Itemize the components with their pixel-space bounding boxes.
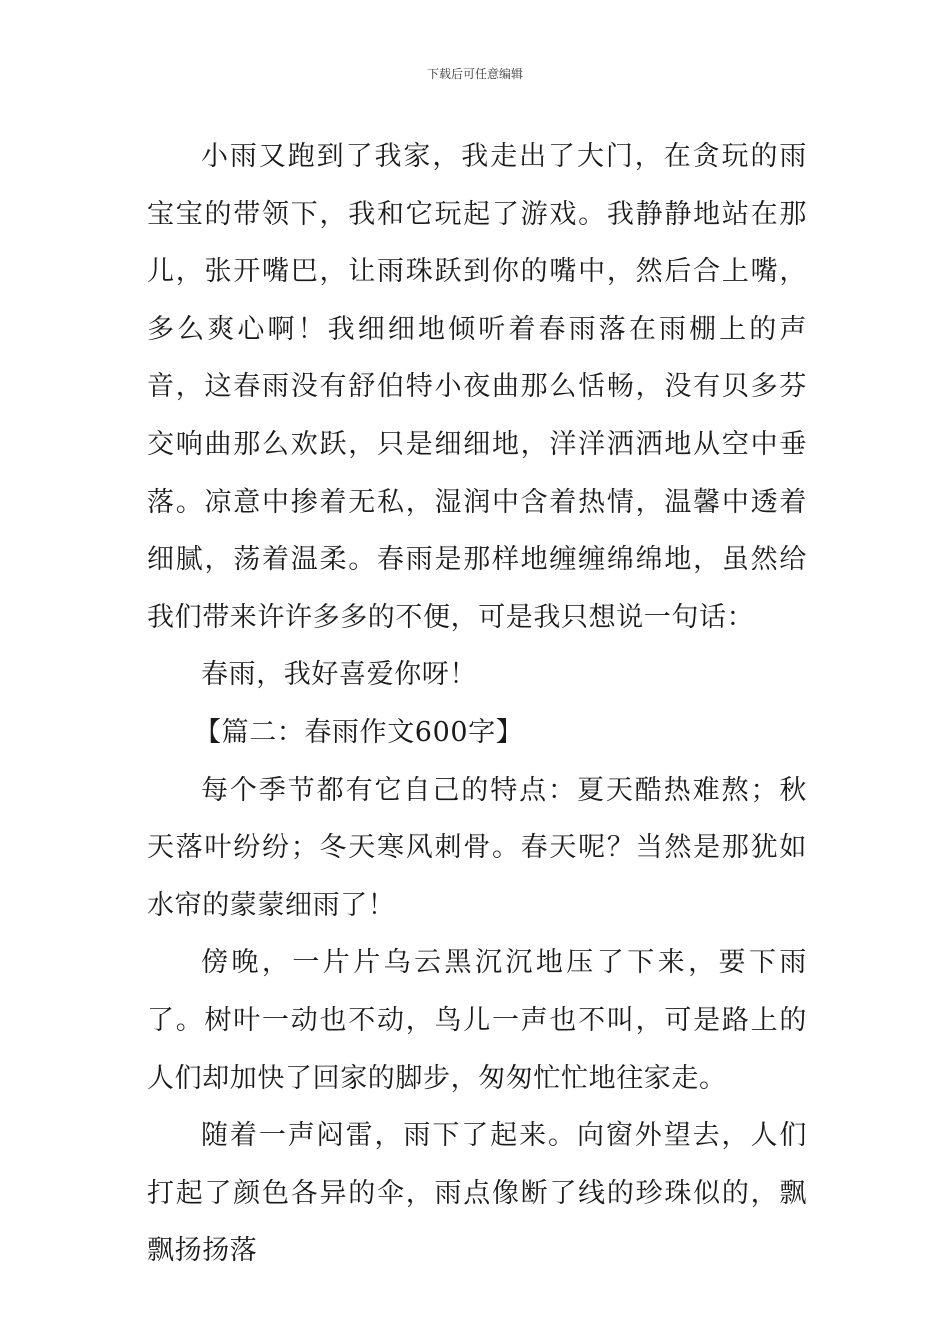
paragraph: 小雨又跑到了我家，我走出了大门，在贪玩的雨宝宝的带领下，我和它玩起了游戏。我静静地站在那儿，张开嘴巴，让雨珠跃到你的嘴中，然后合上嘴，多么爽心啊！我细细地倾听着春雨落在雨棚上的声音，这春雨没有舒伯特小夜曲那么恬畅，没有贝多芬交响曲那么欢跃，只是细细地，洋洋洒洒地从空中垂落。凉意中掺着无私，湿润中含着热情，温馨中透着细腻，荡着温柔。春雨是那样地缠缠绵绵地，虽然给我们带来许许多多的不便，可是我只想说一句话： [147,141,807,633]
document-body [147,128,807,1280]
paragraph: 傍晚，一片片乌云黑沉沉地压了下来，要下雨了。树叶一动也不动，鸟儿一声也不叫，可是路上的人们却加快了回家的脚步，匆匆忙忙地往家走。 [147,947,807,1094]
section-heading: 【篇二：春雨作文600字】 [194,716,524,748]
paragraph: 每个季节都有它自己的特点：夏天酷热难熬；秋天落叶纷纷；冬天寒风刺骨。春天呢？当然是那犹如水帘的蒙蒙细雨了！ [147,774,807,921]
page-header: 下载后可任意编辑 [426,67,523,81]
paragraph: 春雨，我好喜爱你呀！ [201,659,477,691]
paragraph: 随着一声闷雷，雨下了起来。向窗外望去，人们打起了颜色各异的伞，雨点像断了线的珍珠似的，飘飘扬扬落 [147,1120,807,1267]
